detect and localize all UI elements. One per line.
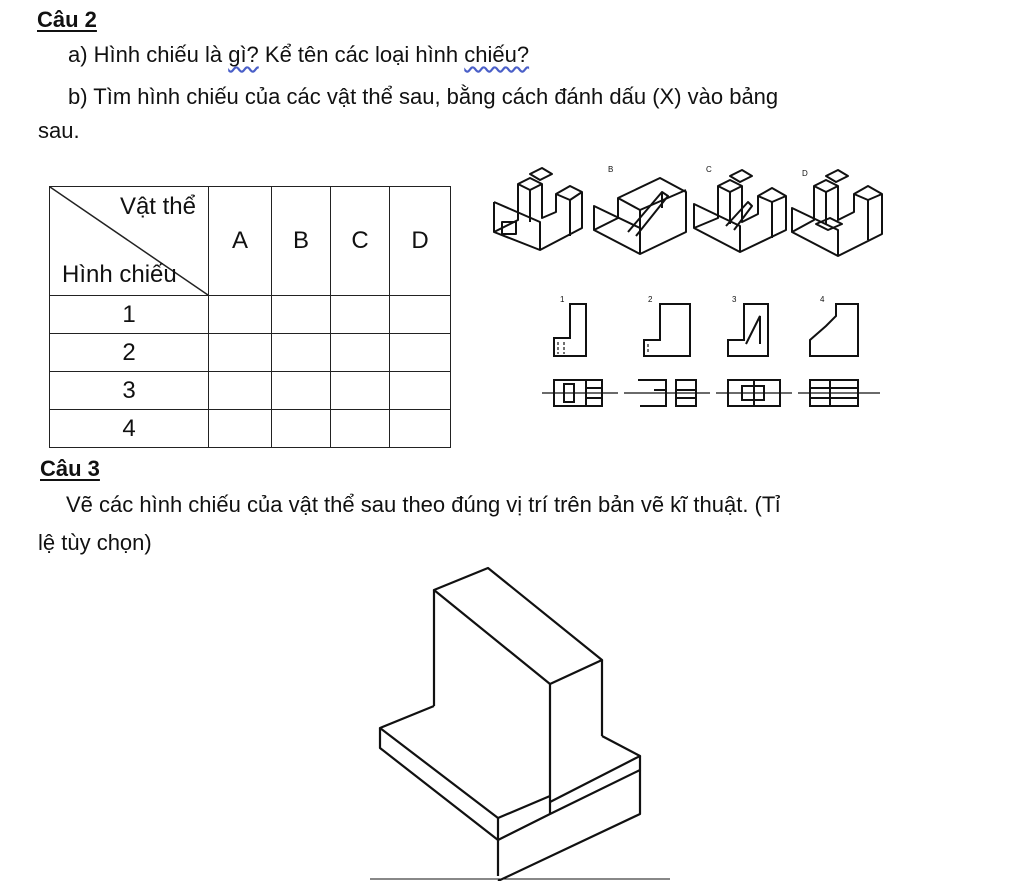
column-header-a: A <box>209 187 272 296</box>
answer-cell-4d[interactable] <box>390 410 451 448</box>
table-row <box>50 372 451 410</box>
question-2b-line2: sau. <box>38 118 80 143</box>
row-header-4: 4 <box>50 410 209 448</box>
projection-views-figure <box>540 296 885 414</box>
question-3-heading: Câu 3 <box>40 456 100 481</box>
object-b-drawing <box>594 178 686 254</box>
answer-cell-2d[interactable] <box>390 334 451 372</box>
header-projection-label: Hình chiếu <box>62 261 177 288</box>
answer-cell-3b[interactable] <box>272 372 331 410</box>
q2a-mid: Kể tên các loại hình <box>258 42 465 67</box>
column-header-d: D <box>390 187 451 296</box>
projection-label-1: 1 <box>560 296 565 304</box>
answer-cell-3d[interactable] <box>390 372 451 410</box>
answer-cell-2c[interactable] <box>331 334 390 372</box>
object-d-drawing <box>792 170 882 256</box>
projection-4-drawing <box>810 304 858 406</box>
row-header-3: 3 <box>50 372 209 410</box>
object-label-b: B <box>608 165 614 174</box>
projection-label-2: 2 <box>648 296 653 304</box>
table-row <box>50 296 451 334</box>
projection-label-4: 4 <box>820 296 825 304</box>
question-2b-line1: b) Tìm hình chiếu của các vật thể sau, bằng cách đánh dấu (X) vào bảng <box>68 84 779 109</box>
table-row <box>50 410 451 448</box>
q2a-prefix: a) Hình chiếu là <box>68 42 229 67</box>
question-2-heading: Câu 2 <box>37 7 97 32</box>
table-row <box>50 334 451 372</box>
table-header-row <box>50 187 451 296</box>
question-3-line2: lệ tùy chọn) <box>38 530 152 555</box>
table-corner-cell <box>50 187 209 296</box>
object-label-c: C <box>706 165 712 174</box>
q2a-end: chiếu? <box>464 42 530 67</box>
row-header-1: 1 <box>50 296 209 334</box>
question-2a-text <box>68 42 529 68</box>
answer-cell-1a[interactable] <box>209 296 272 334</box>
answer-cell-1d[interactable] <box>390 296 451 334</box>
row-header-2: 2 <box>50 334 209 372</box>
question-3-object-drawing <box>370 560 670 881</box>
answer-cell-2a[interactable] <box>209 334 272 372</box>
answer-cell-1b[interactable] <box>272 296 331 334</box>
projection-2-drawing <box>638 304 696 406</box>
object-label-d: D <box>802 169 808 178</box>
column-header-b: B <box>272 187 331 296</box>
answer-cell-3c[interactable] <box>331 372 390 410</box>
column-header-c: C <box>331 187 390 296</box>
q2a-gi: gì? <box>228 42 259 67</box>
answer-cell-4a[interactable] <box>209 410 272 448</box>
object-c-drawing <box>694 170 786 252</box>
answer-cell-3a[interactable] <box>209 372 272 410</box>
answer-table <box>49 186 451 448</box>
answer-cell-1c[interactable] <box>331 296 390 334</box>
object-a-drawing <box>494 168 582 250</box>
answer-cell-2b[interactable] <box>272 334 331 372</box>
answer-cell-4c[interactable] <box>331 410 390 448</box>
question-3-line1: Vẽ các hình chiếu của vật thể sau theo đúng vị trí trên bản vẽ kĩ thuật. (Tỉ <box>66 492 781 517</box>
answer-cell-4b[interactable] <box>272 410 331 448</box>
isometric-objects-figure <box>490 162 890 274</box>
projection-1-drawing <box>554 304 602 406</box>
projection-label-3: 3 <box>732 296 737 304</box>
projection-3-drawing <box>728 304 780 406</box>
header-object-label: Vật thể <box>119 193 196 220</box>
